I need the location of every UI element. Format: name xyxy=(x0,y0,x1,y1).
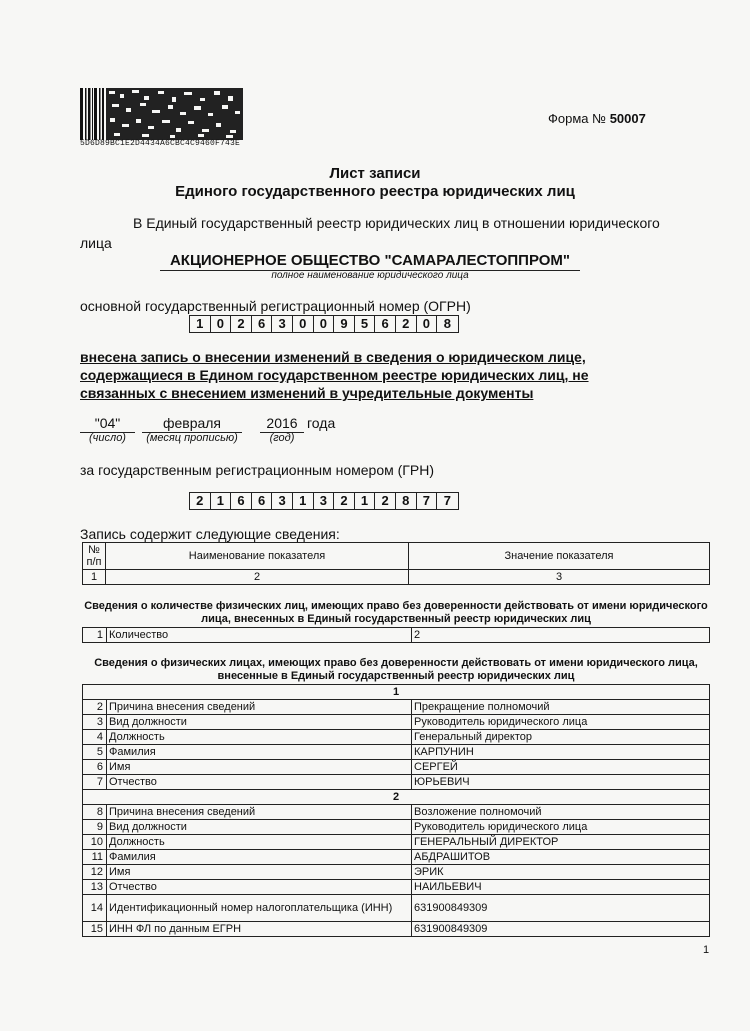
row-name: ИНН ФЛ по данным ЕГРН xyxy=(107,922,412,937)
row-name: Имя xyxy=(107,760,412,775)
col-value-header: Значение показателя xyxy=(409,543,710,570)
row-num: 14 xyxy=(83,895,107,922)
row-value: КАРПУНИН xyxy=(412,745,710,760)
row-name: Причина внесения сведений xyxy=(107,805,412,820)
grn-digit: 3 xyxy=(272,493,293,509)
grn-digit: 1 xyxy=(293,493,314,509)
group-1-label: 1 xyxy=(83,685,710,700)
record-label: Запись содержит следующие сведения: xyxy=(80,526,340,542)
grn-label: за государственным регистрационным номером (ГРН) xyxy=(80,462,434,478)
ogrn-label: основной государственный регистрационный номер (ОГРН) xyxy=(80,298,471,314)
row-value: СЕРГЕЙ xyxy=(412,760,710,775)
table-row xyxy=(83,760,710,775)
ogrn-digit: 9 xyxy=(334,316,355,332)
persons-table xyxy=(82,684,710,937)
date-month-caption: (месяц прописью) xyxy=(146,432,238,444)
grn-digit: 7 xyxy=(417,493,438,509)
row-num: 3 xyxy=(83,715,107,730)
barcode-image xyxy=(80,88,245,140)
ogrn-digit: 1 xyxy=(190,316,211,332)
grn-digit: 7 xyxy=(443,493,452,508)
ogrn-digit: 6 xyxy=(252,316,273,332)
row-name: Идентификационный номер налогоплательщика (ИНН) xyxy=(107,895,412,922)
row-value: АБДРАШИТОВ xyxy=(412,850,710,865)
quantity-table xyxy=(82,627,710,643)
row-name: Должность xyxy=(107,835,412,850)
date-day: "04" xyxy=(80,415,135,433)
col-name-header: Наименование показателя xyxy=(106,543,409,570)
row-value: НАИЛЬЕВИЧ xyxy=(412,880,710,895)
grn-digit: 8 xyxy=(396,493,417,509)
date-day-caption: (число) xyxy=(89,432,126,444)
intro-line-1: В Единый государственный реестр юридических лиц в отношении юридического xyxy=(133,215,660,231)
form-number-value: 50007 xyxy=(609,111,646,126)
row-value: Прекращение полномочий xyxy=(412,700,710,715)
row-num: 15 xyxy=(83,922,107,937)
ogrn-digit: 2 xyxy=(231,316,252,332)
date-year: 2016 xyxy=(260,415,304,433)
table-row xyxy=(83,922,710,937)
document-title: Лист записи xyxy=(329,165,421,182)
table-row xyxy=(83,895,710,922)
row-name: Фамилия xyxy=(107,745,412,760)
ogrn-digit: 6 xyxy=(375,316,396,332)
row-value: ЮРЬЕВИЧ xyxy=(412,775,710,790)
table-row xyxy=(83,835,710,850)
page-number: 1 xyxy=(703,944,710,956)
group-row xyxy=(83,685,710,700)
row-num: 2 xyxy=(83,700,107,715)
grn-digit: 6 xyxy=(231,493,252,509)
row-name: Вид должности xyxy=(107,715,412,730)
section-quantity-title: Сведения о количестве физических лиц, имеющих право без доверенности действовать от имени юридического лица, внесенных в Единый государственный реестр юридических лиц xyxy=(84,600,708,625)
row-num: 10 xyxy=(83,835,107,850)
date-year-caption: (год) xyxy=(269,432,295,444)
organization-name: АКЦИОНЕРНОЕ ОБЩЕСТВО "САМАРАЛЕСТОППРОМ" xyxy=(160,252,580,271)
ogrn-digit: 3 xyxy=(272,316,293,332)
row-num: 11 xyxy=(83,850,107,865)
row-value: Возложение полномочий xyxy=(412,805,710,820)
col-index-1: 1 xyxy=(83,570,106,585)
row-value: Руководитель юридического лица xyxy=(412,715,710,730)
table-row xyxy=(83,865,710,880)
table-row xyxy=(83,730,710,745)
ogrn-digit: 8 xyxy=(443,316,452,331)
grn-digit: 1 xyxy=(355,493,376,509)
table-row xyxy=(83,880,710,895)
col-index-2: 2 xyxy=(106,570,409,585)
group-2-label: 2 xyxy=(83,790,710,805)
row-value: Руководитель юридического лица xyxy=(412,820,710,835)
table-row xyxy=(83,805,710,820)
row-num: 4 xyxy=(83,730,107,745)
organization-caption: полное наименование юридического лица xyxy=(271,270,469,281)
ogrn-digits xyxy=(189,315,459,333)
grn-digit: 2 xyxy=(375,493,396,509)
barcode-text: 5D6D89BC1E2D4434A6CBC4C9460F743E xyxy=(80,139,241,148)
grn-digits xyxy=(189,492,459,510)
row-value: Генеральный директор xyxy=(412,730,710,745)
row-name: Причина внесения сведений xyxy=(107,700,412,715)
row-num: 5 xyxy=(83,745,107,760)
row-name: Количество xyxy=(107,628,412,643)
row-value: ГЕНЕРАЛЬНЫЙ ДИРЕКТОР xyxy=(412,835,710,850)
ogrn-digit: 0 xyxy=(417,316,438,332)
col-index-3: 3 xyxy=(409,570,710,585)
row-name: Фамилия xyxy=(107,850,412,865)
table-index-row xyxy=(83,570,710,585)
row-num: 8 xyxy=(83,805,107,820)
ogrn-digit: 0 xyxy=(211,316,232,332)
row-value: 2 xyxy=(412,628,710,643)
entry-description: внесена запись о внесении изменений в сведения о юридическом лице, содержащиеся в Едином государственном реестре юридических лиц, не связанных с внесением изменений в учредительные документы xyxy=(80,349,589,401)
intro-line-2: лица xyxy=(80,235,112,251)
table-row xyxy=(83,628,710,643)
date-month: февраля xyxy=(142,415,242,433)
ogrn-digit: 0 xyxy=(293,316,314,332)
col-num-header: № п/п xyxy=(83,543,106,570)
table-row xyxy=(83,715,710,730)
grn-digit: 3 xyxy=(314,493,335,509)
table-row xyxy=(83,820,710,835)
row-name: Должность xyxy=(107,730,412,745)
table-header-row xyxy=(83,543,710,570)
table-row xyxy=(83,850,710,865)
section-persons-title: Сведения о физических лицах, имеющих право без доверенности действовать от имени юридического лица, внесенные в Единый государственный реестр юридических лиц xyxy=(94,657,698,682)
ogrn-digit: 0 xyxy=(314,316,335,332)
row-num: 13 xyxy=(83,880,107,895)
row-num: 6 xyxy=(83,760,107,775)
grn-digit: 1 xyxy=(211,493,232,509)
row-num: 12 xyxy=(83,865,107,880)
row-value: 631900849309 xyxy=(412,922,710,937)
group-row xyxy=(83,790,710,805)
row-num: 1 xyxy=(83,628,107,643)
date-year-suffix: года xyxy=(307,415,336,431)
table-row xyxy=(83,745,710,760)
form-number xyxy=(548,111,646,126)
ogrn-digit: 2 xyxy=(396,316,417,332)
row-value: 631900849309 xyxy=(412,895,710,922)
table-row xyxy=(83,775,710,790)
row-name: Отчество xyxy=(107,880,412,895)
grn-digit: 6 xyxy=(252,493,273,509)
grn-digit: 2 xyxy=(190,493,211,509)
document-subtitle: Единого государственного реестра юридических лиц xyxy=(175,183,575,200)
record-header-table xyxy=(82,542,710,585)
ogrn-digit: 5 xyxy=(355,316,376,332)
form-label: Форма № xyxy=(548,111,607,126)
row-name: Имя xyxy=(107,865,412,880)
table-row xyxy=(83,700,710,715)
grn-digit: 2 xyxy=(334,493,355,509)
row-value: ЭРИК xyxy=(412,865,710,880)
row-num: 7 xyxy=(83,775,107,790)
row-num: 9 xyxy=(83,820,107,835)
row-name: Отчество xyxy=(107,775,412,790)
row-name: Вид должности xyxy=(107,820,412,835)
